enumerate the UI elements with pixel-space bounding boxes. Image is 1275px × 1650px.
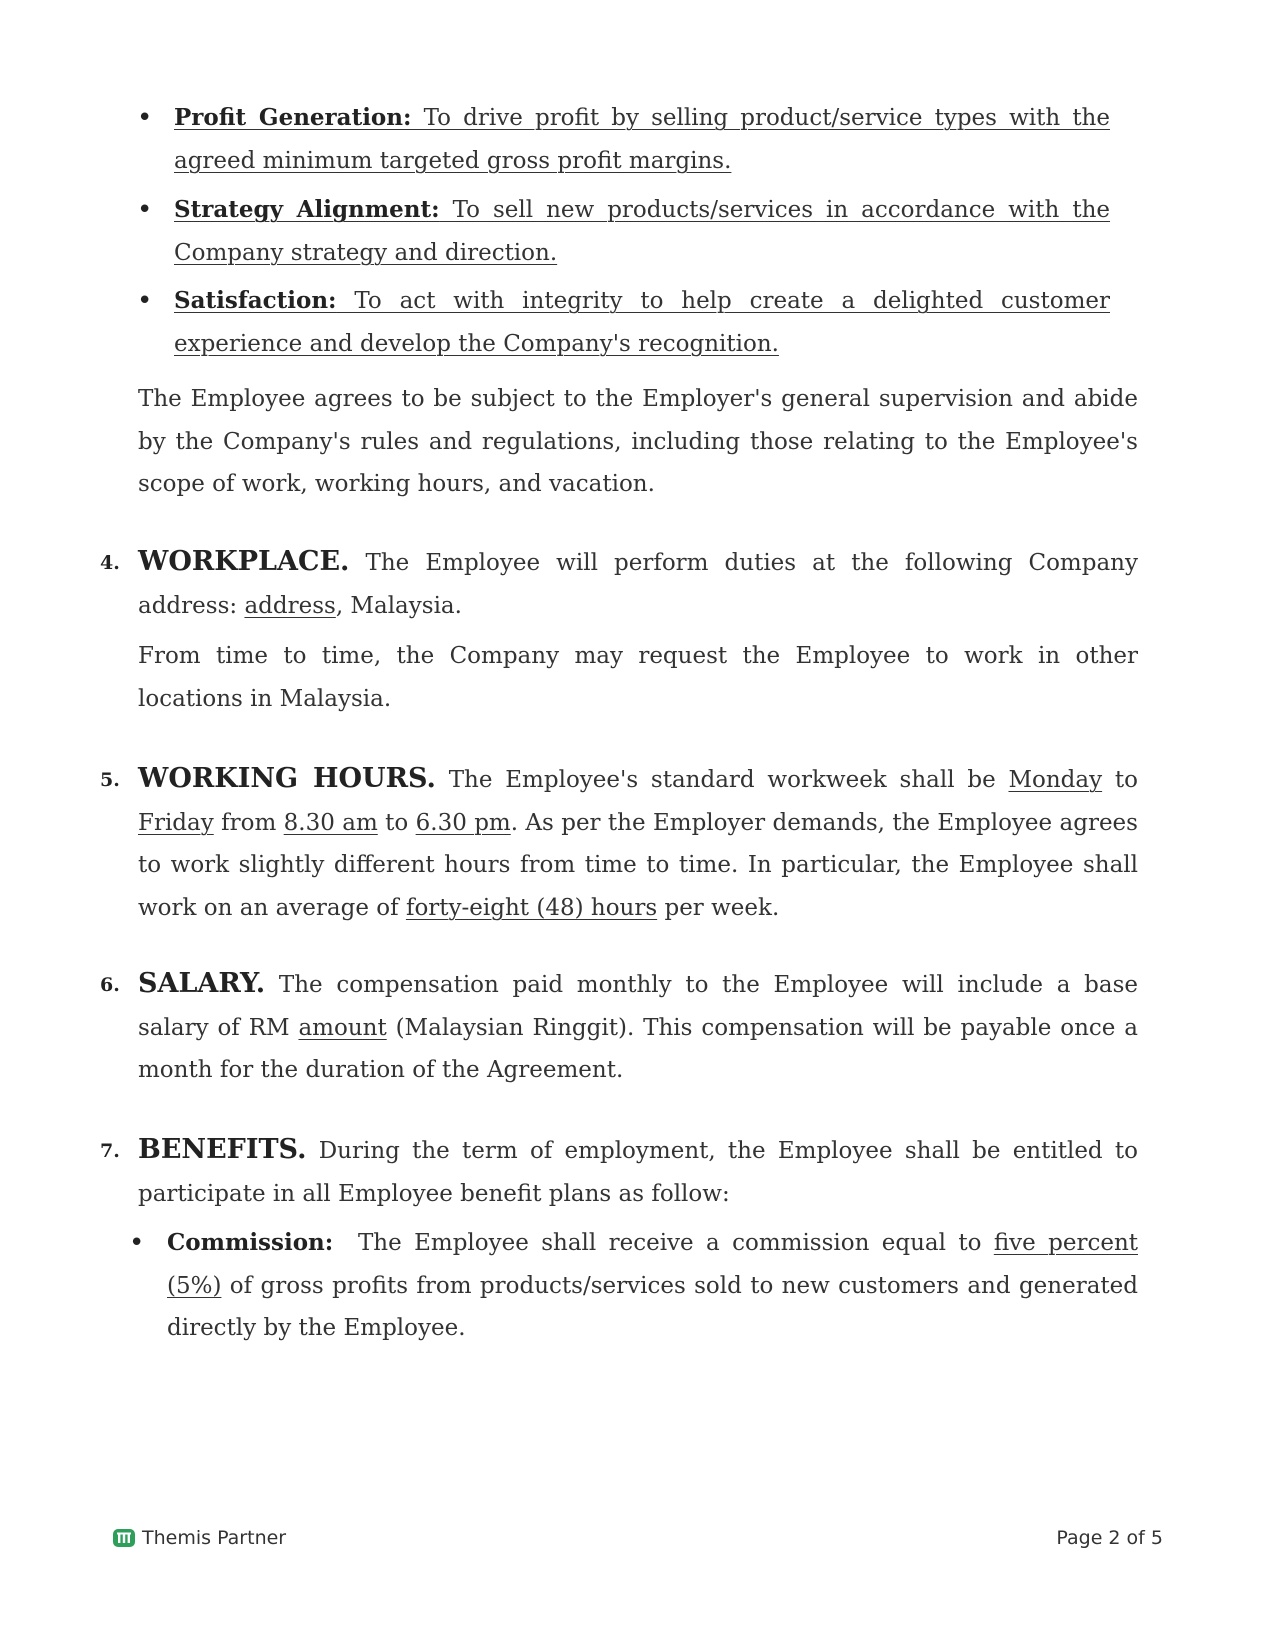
section-number: 6. [100,974,120,996]
address-field: address [244,592,336,619]
section-text: The Employee's standard workweek shall be [435,767,1009,793]
section-title: BENEFITS. [138,1134,307,1165]
section-text: from [213,809,284,836]
themis-logo-icon [112,1527,136,1549]
bullet-dot-icon: • [137,195,153,225]
bullet-label: Strategy Alignment: [174,196,440,223]
amount-field: amount [298,1014,387,1041]
section-number: 4. [100,552,120,574]
section-text: (Malaysian Ringgit). This compensation will be payable once a month for the duration of the Agreement. [138,1014,1138,1083]
bullet-label: Profit Generation: [174,104,412,131]
percent-field: five percent (5%) [167,1230,1138,1299]
hours-field: forty-eight (48) hours [405,894,658,921]
bullet-text: The Employee shall receive a commission equal to [333,1230,994,1256]
workplace-extra-paragraph: From time to time, the Company may request the Employee to work in other locations in Malaysia. [138,643,1138,712]
bullet-text: of gross profits from products/services sold to new customers and generated directly by the Employee. [167,1272,1138,1341]
section-text: to [377,809,416,836]
section-title: WORKPLACE. [138,546,350,577]
section-text: , Malaysia. [335,592,462,619]
bullet-profit-generation [137,97,1110,182]
footer-brand [112,1527,286,1549]
bullet-text: To sell new products/services in accordance with the Company strategy and direction. [174,197,1110,266]
section-salary [100,963,1138,1092]
section-title: SALARY. [138,968,266,999]
bullet-dot-icon: • [129,1228,145,1258]
section-text: to [1102,767,1138,793]
bullet-satisfaction [137,280,1110,365]
bullet-strategy-alignment [137,189,1110,274]
bullet-text: To drive profit by selling product/service types with the agreed minimum targeted gross profit margins. [174,105,1110,174]
section-number: 5. [100,769,120,791]
section-title: WORKING HOURS. [138,763,436,794]
page-number: Page 2 of 5 [1056,1527,1163,1549]
time-end-field: 6.30 pm [415,809,511,836]
bullet-text: To act with integrity to help create a delighted customer experience and develop the Company's recognition. [174,288,1110,357]
section-text: The compensation paid monthly to the Employee will include a base salary of RM [138,972,1138,1041]
section-text: per week. [657,894,780,921]
section-number: 7. [100,1140,120,1162]
day-start-field: Monday [1008,767,1103,793]
section-working-hours [100,758,1138,929]
section-workplace [100,541,1138,627]
section-text: . As per the Employer demands, the Employee agrees to work slightly different hours from time to time. In particular, the Employee shall work on an average of [138,809,1138,921]
bullet-dot-icon: • [137,103,153,133]
section-text: During the term of employment, the Employee shall be entitled to participate in all Employee benefit plans as follow: [138,1138,1138,1207]
bullet-label: Satisfaction: [174,287,337,314]
time-start-field: 8.30 am [283,809,378,836]
supervision-paragraph: The Employee agrees to be subject to the Employer's general supervision and abide by the Company's rules and regulations, including those relating to the Employee's scope of work, working hours, and vacation. [138,386,1138,497]
section-benefits [100,1129,1138,1215]
footer-brand-name: Themis Partner [142,1527,287,1549]
page-footer [0,1527,1275,1557]
section-text: The Employee will perform duties at the following Company address: [138,550,1138,619]
bullet-dot-icon: • [137,286,153,316]
day-end-field: Friday [138,809,214,836]
bullet-commission [129,1222,1138,1350]
bullet-label: Commission: [167,1229,334,1256]
